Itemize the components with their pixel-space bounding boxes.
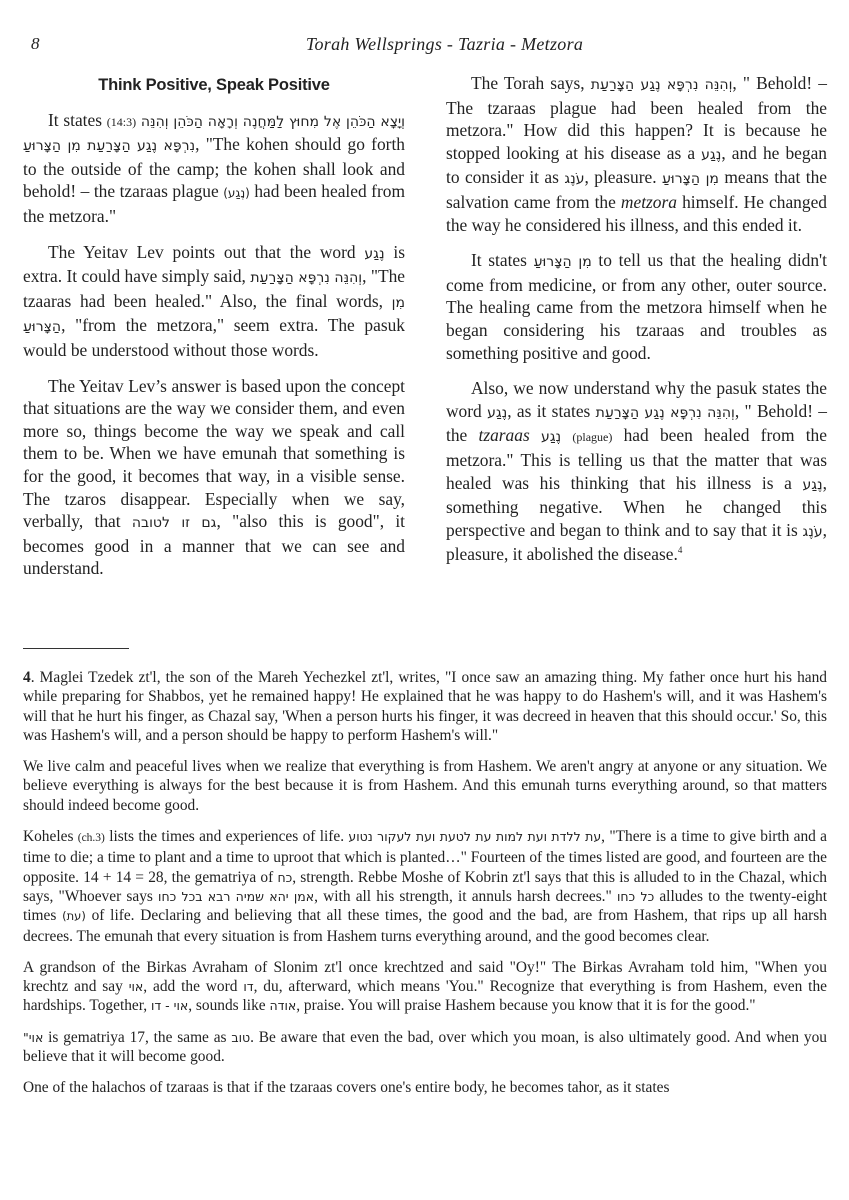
footnote-divider	[23, 648, 129, 649]
text: , strength. Rebbe Moshe of Kobrin zt'l says that this is alluded to in the Chazal, which says, "Whoever says	[23, 868, 827, 905]
text: to tell us that the healing didn't come from medicine, or from any other, outer source. The healing came from the metzora himself when he began considering his tzaraas and troubles as something positive and good.	[446, 250, 828, 363]
footnote-paragraph: One of the halachos of tzaraas is that if the tzaraas covers one's entire body, he becomes tahor, as it states	[23, 1079, 670, 1097]
page-header	[0, 30, 849, 60]
hebrew-word: כח	[277, 869, 293, 885]
text: , "The tzaaras had been healed." Also, the final words,	[23, 266, 405, 311]
text: Koheles	[23, 828, 78, 846]
text: , " Behold! – the	[446, 400, 827, 446]
text: , du, afterward, which means 'You." Recognize that everything is from Hashem, even the hardships. Together,	[23, 978, 827, 1015]
footnote-paragraph	[23, 1028, 827, 1067]
hebrew-quote: כל כחו	[616, 888, 655, 904]
hebrew-quote: מִן הַצָּרוּעַ	[662, 171, 719, 188]
hebrew-word: אוי	[128, 979, 144, 995]
hebrew-word: עֹנֶג	[802, 523, 823, 540]
right-column	[446, 72, 827, 579]
text: had been healed from the metzora."	[23, 181, 405, 226]
italic-term: metzora	[620, 191, 677, 212]
text: , as it states	[507, 400, 596, 421]
hebrew-word: דו	[243, 979, 254, 995]
text: himself. He changed the way he considered his illness, and this ended it.	[446, 191, 827, 235]
verse-reference: (14:3)	[106, 114, 137, 129]
text: . Maglei Tzedek zt'l, the son of the Mareh Yechezkel zt'l, writes, "I once saw an amazing thing. My father once hurt his hand while preparing for Shabbos, yet he remained happy! He explained that he was happy to do Hashem's will, and it was Hashem's will that he hurt his finger, as Chazal say, 'When a person hurts his finger, it was decreed in heaven that this should occur.' So, this was Hashem's will, and a person should be happy to perform Hashem's will."	[23, 669, 827, 744]
section-title: Think Positive, Speak Positive	[98, 76, 330, 94]
gloss: (plague)	[572, 430, 613, 445]
paragraph	[23, 109, 405, 228]
hebrew-word: נֶגַע	[364, 245, 385, 262]
text: It states	[48, 109, 107, 130]
text: The Torah says,	[471, 73, 591, 93]
hebrew-word: אודה	[269, 998, 297, 1014]
footnote-paragraph	[23, 827, 827, 946]
footnote-paragraph: We live calm and peaceful lives when we realize that everything is from Hashem. We aren't angry at anyone or any situation. We believe everything is always for the best because it is from Hashem. And this emunah turns everything around, so that matters should indeed become good.	[23, 758, 827, 814]
text: , something negative. When he changed this perspective and began to think and to say that it is	[446, 472, 827, 540]
running-title: Torah Wellsprings - Tazria - Metzora	[305, 34, 584, 54]
hebrew-word: נֶגַע	[802, 476, 823, 493]
text: means that the salvation came from the	[446, 167, 827, 212]
hebrew-word: נֶגַע	[487, 404, 508, 421]
hebrew-word: נֶגַע	[701, 146, 722, 163]
text: , " Behold! – The tzaraas plague had been healed from the metzora." How did this happen? It is because he stopped looking at his disease as a	[446, 73, 827, 163]
left-column	[23, 72, 405, 593]
paragraph	[446, 72, 827, 236]
text: , "from the metzora," seem extra. The pasuk would be understood without those words.	[23, 315, 405, 360]
hebrew-word: (עת)	[62, 909, 86, 924]
text: The Yeitav Lev points out that the word	[48, 241, 365, 262]
text: . Be aware that even the bad, over which you moan, is also ultimately good. And when you believe that it will become good.	[23, 1028, 827, 1066]
text: , with all his strength, it annuls harsh decrees."	[314, 887, 617, 905]
text: , and he began to consider it as	[446, 142, 827, 188]
page-number: 8	[31, 34, 40, 53]
text: , "There is a time to give birth and a time to die; a time to plant and a time to uproot that which is planted…" Fourteen of the times listed are good, and fourteen are the opposite. 14 + 14 = 28, the gematriya of	[23, 828, 828, 886]
hebrew-quote: עת ללדת ועת למות עת לטעת ועת לעקור נטוע	[348, 829, 602, 845]
hebrew-quote: מִן הַצָּרוּעַ	[23, 294, 405, 336]
footnote-reference[interactable]: 4	[677, 545, 683, 556]
text: , "also this is good", it becomes good in a manner that we can see and understand.	[23, 511, 405, 579]
footnotes	[23, 668, 827, 1110]
text: , add the word	[143, 978, 244, 996]
paragraph	[23, 375, 405, 580]
text: is extra. It could have simply said,	[23, 241, 405, 287]
paragraph	[23, 241, 405, 362]
text	[530, 425, 541, 445]
hebrew-quote: גם זו לטובה	[131, 515, 217, 532]
hebrew-word: עֹנֶג	[564, 171, 585, 188]
text	[561, 425, 572, 445]
footnote-4	[23, 668, 827, 745]
hebrew-word: אוי"	[23, 1029, 44, 1045]
chapter-reference: (ch.3)	[77, 832, 105, 845]
text: of life. Declaring and believing that all these times, the good and the bad, are from Hashem, that rips up all harsh decrees. The emunah that every situation is from Hashem turns everything around, and the good becomes clear.	[23, 907, 827, 945]
text: alludes to the twenty-eight times	[23, 887, 828, 925]
text: It states	[471, 250, 534, 271]
hebrew-quote: אמן יהא שמיה רבא בכל כחו	[158, 888, 315, 904]
text: is gematriya 17, the same as	[43, 1028, 232, 1046]
hebrew-quote: אוי - דו	[150, 998, 189, 1014]
text: , sounds like	[188, 997, 270, 1015]
text: Also, we now understand why the pasuk states the word	[446, 378, 827, 421]
text: , pleasure.	[584, 167, 662, 188]
text: A grandson of the Birkas Avraham of Slonim zt'l once krechtzed and said "Oy!" The Birkas Avraham told him, "When you krechtz and say	[23, 958, 827, 996]
text: , pleasure, it abolished the disease.	[446, 519, 827, 565]
paragraph	[446, 377, 827, 566]
italic-term: tzaraas	[478, 425, 530, 446]
text: , praise. You will praise Hashem because you know that it is for the good."	[296, 997, 756, 1015]
hebrew-quote: וְהִנֵּה נִרְפָּא נֶגַע הַצָּרַעַת	[595, 404, 735, 421]
text: had been healed from the metzora." This is telling us that the matter that was healed was his thinking that his illness is a	[446, 425, 827, 493]
hebrew-quote: וְהִנֵּה נִרְפָּא נֶגַע הַצָּרַעַת	[590, 77, 733, 93]
hebrew-word: (נֶגַע)	[223, 186, 250, 201]
paragraph	[446, 249, 827, 364]
footnote-paragraph	[23, 958, 827, 1016]
hebrew-quote: וְיָצָא הַכֹּהֵן אֶל מִחוּץ לַמַּחֲנֶה וְרָאָה הַכֹּהֵן וְהִנֵּה נִרְפָּא נֶגַע הַצָּרַעַת מִן הַצָּרוּעַ	[23, 113, 405, 155]
hebrew-word: טוב	[231, 1029, 251, 1045]
footnote-number: 4	[23, 669, 31, 686]
hebrew-quote: וְהִנֵּה נִרְפָּא הַצָּרַעַת	[250, 270, 363, 287]
hebrew-word: נֶגַע	[540, 429, 562, 446]
hebrew-quote: מִן הַצָּרוּעַ	[533, 254, 592, 271]
text: , "The kohen should go forth to the outside of the camp; the kohen shall look and behold! – the tzaraas plague	[23, 134, 405, 202]
text: The Yeitav Lev’s answer is based upon the concept that situations are the way we consider them, and even more so, things become the way we speak and call them to be. When we have emunah that something is for the good, it becomes that way, in a visible sense. The tzaros disappear. Especially when we say, verbally, that	[23, 375, 405, 532]
text: lists the times and experiences of life.	[104, 828, 349, 846]
